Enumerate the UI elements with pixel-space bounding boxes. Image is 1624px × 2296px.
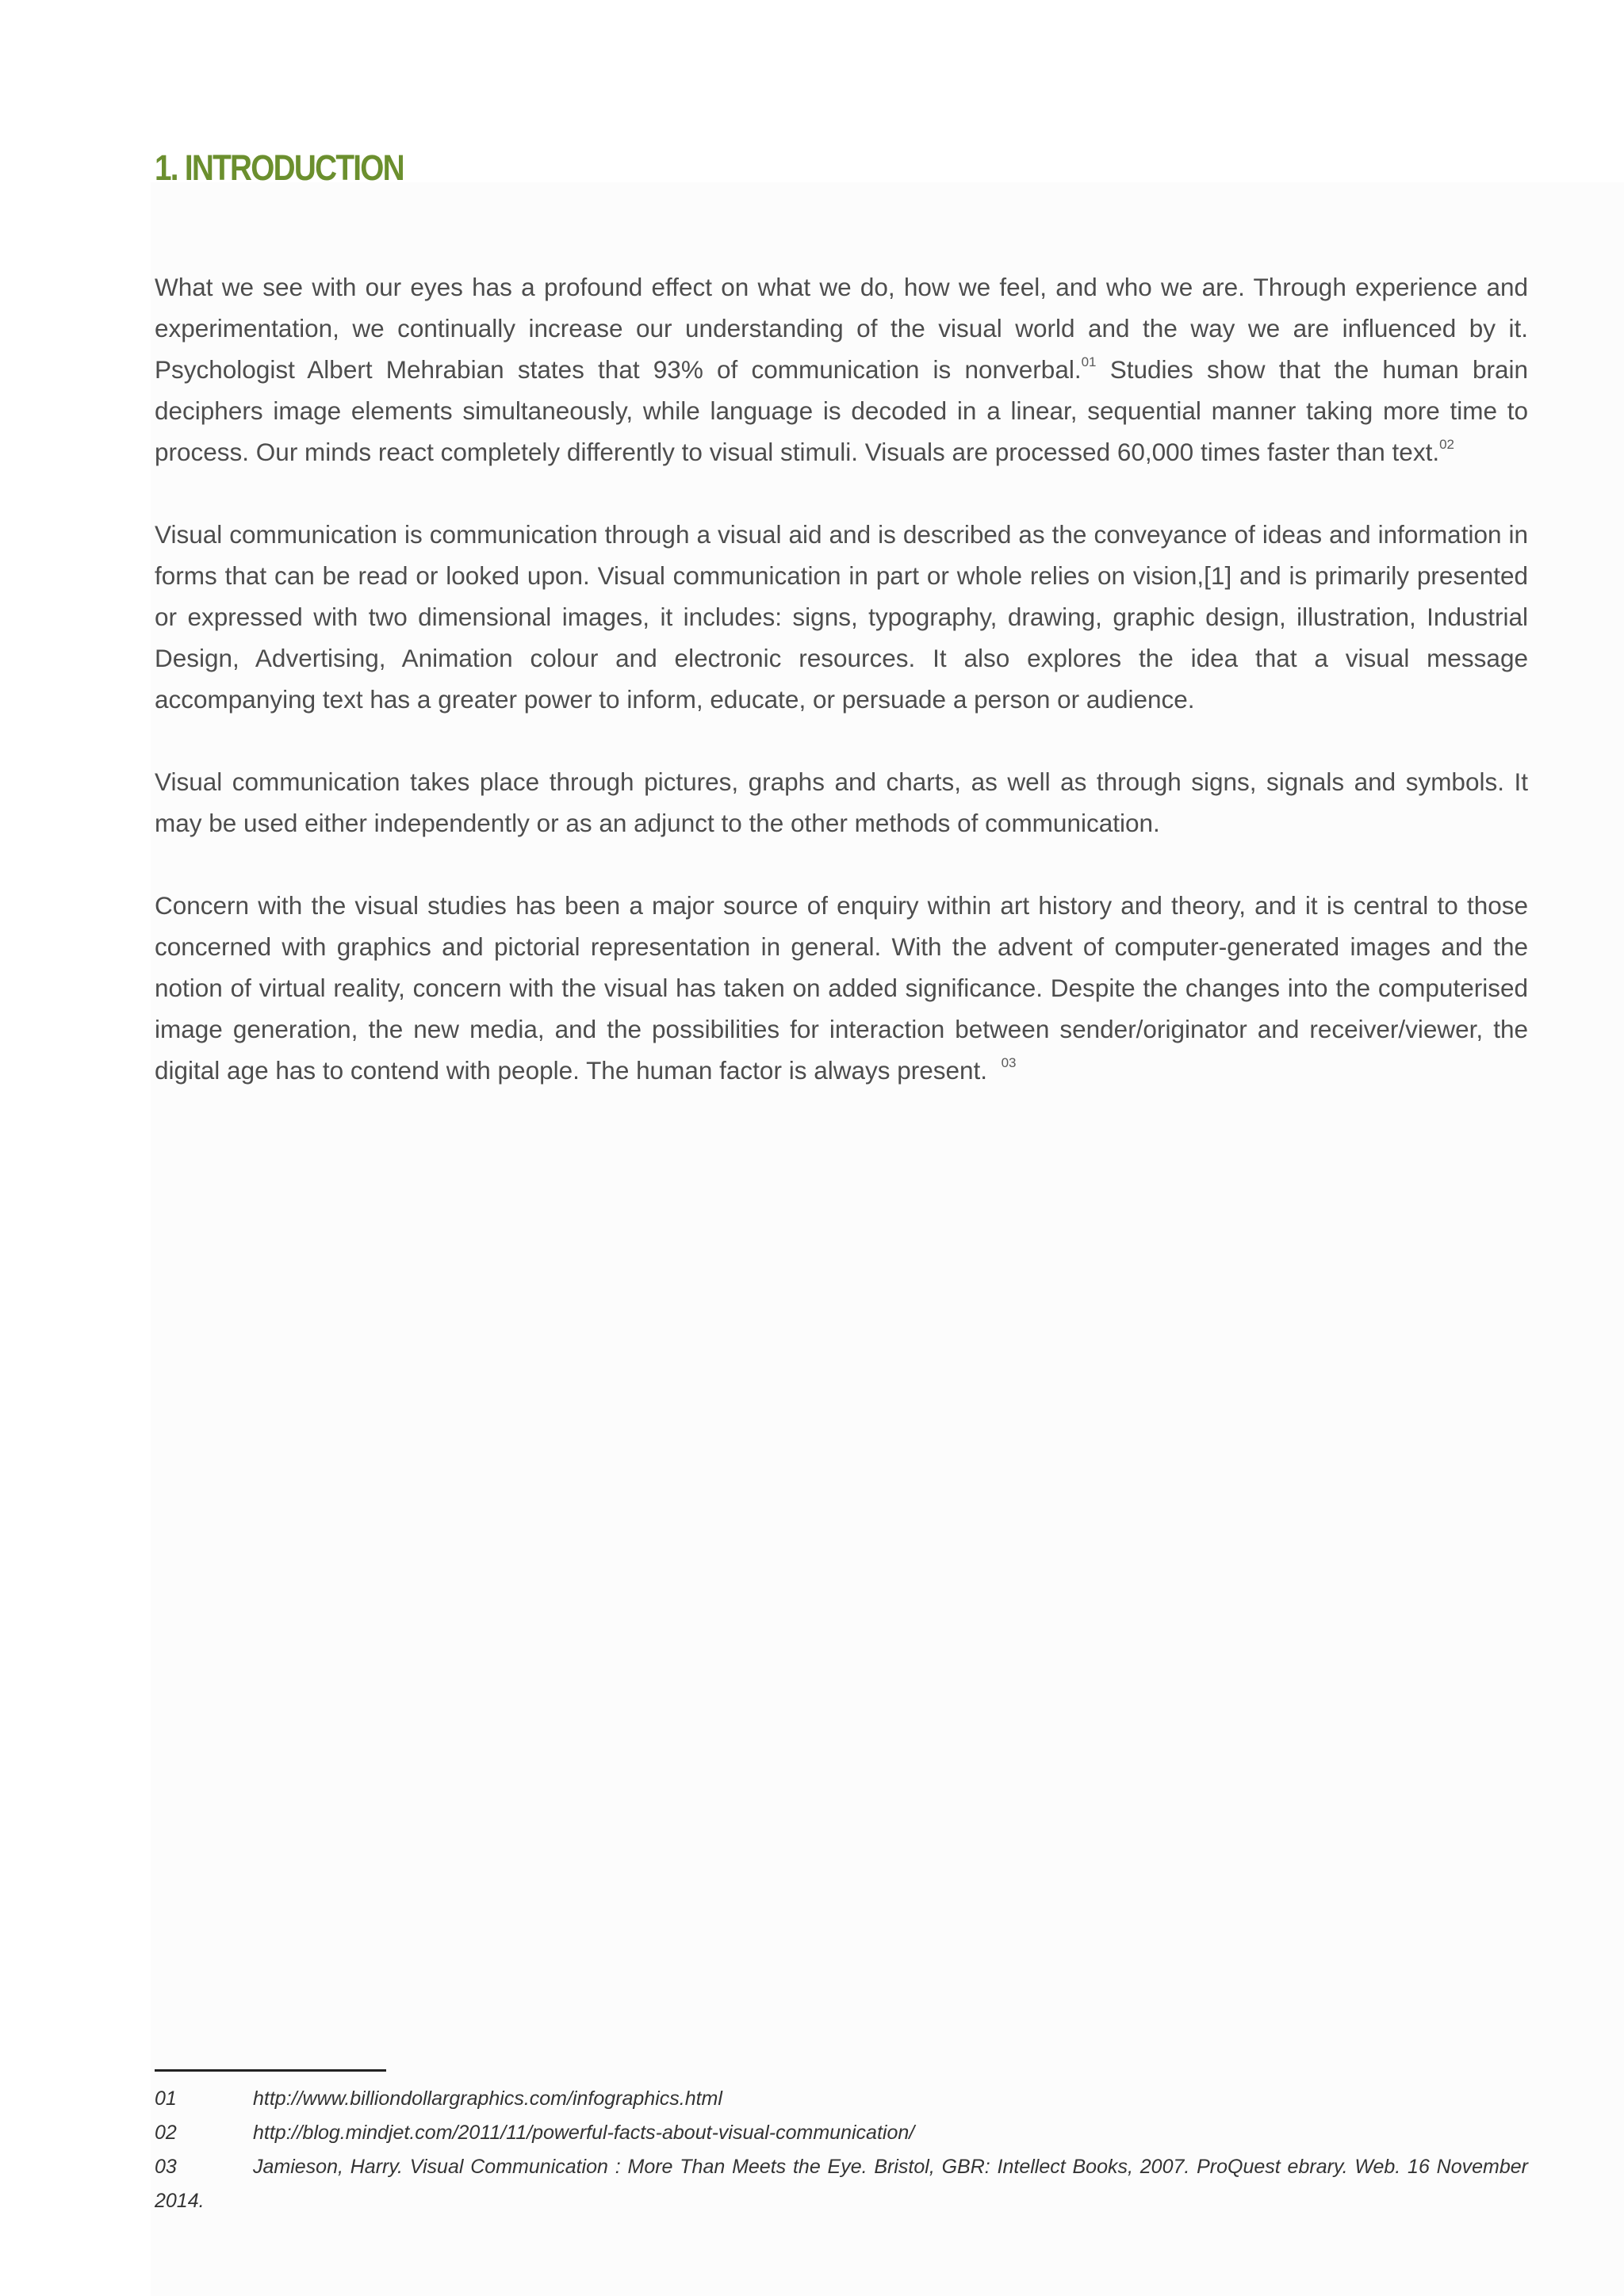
paragraph-1 bbox=[155, 266, 1528, 473]
footnotes bbox=[155, 2082, 1528, 2218]
footnote-ref-02: 02 bbox=[1439, 437, 1454, 452]
footnote-03 bbox=[155, 2150, 1528, 2218]
body-text bbox=[155, 266, 1528, 1132]
footnote-02 bbox=[155, 2116, 1528, 2150]
footnote-ref-01: 01 bbox=[1081, 354, 1097, 369]
paragraph-2: Visual communication is communication through a visual aid and is described as the conveyance of ideas and information in forms that can be read or looked upon. Visual communication in part or whole relies on vision,[1] and is primarily presented or expressed with two dimensional images, it includes: signs, typography, drawing, graphic design, illustration, Industrial Design, Advertising, Animation colour and electronic resources. It also explores the idea that a visual message accompanying text has a greater power to inform, educate, or persuade a person or audience. bbox=[155, 520, 1528, 714]
paragraph-3: Visual communication takes place through pictures, graphs and charts, as well as through signs, signals and symbols. It may be used either independently or as an adjunct to the other methods of communication. bbox=[155, 767, 1528, 837]
footnote-separator bbox=[155, 2069, 386, 2072]
footnote-link[interactable]: http://www.billiondollargraphics.com/infographics.html bbox=[253, 2087, 722, 2110]
footnote-number: 03 bbox=[155, 2156, 177, 2178]
paragraph-1-part-b: Studies show that the human brain deciphers image elements simultaneously, while language is decoded in a linear, sequential manner taking more time to process. Our minds react completely differently to visual stimuli. Visuals are processed 60,000 times faster than text. bbox=[155, 355, 1528, 466]
footnote-citation: Jamieson, Harry. Visual Communication : More Than Meets the Eye. Bristol, GBR: Intellect Books, 2007. ProQuest ebrary. Web. 16 November 2014. bbox=[155, 2156, 1528, 2212]
section-heading: 1. INTRODUCTION bbox=[155, 147, 404, 188]
paragraph-4 bbox=[155, 885, 1528, 1091]
footnote-number: 01 bbox=[155, 2087, 177, 2110]
paragraph-1-part-a: What we see with our eyes has a profound effect on what we do, how we feel, and who we are. Through experience and experimentation, we continually increase our understanding of the visual world and the way we are influenced by it. Psychologist Albert Mehrabian states that 93% of communication is nonverbal. bbox=[155, 273, 1528, 384]
footnote-01 bbox=[155, 2082, 1528, 2116]
footnote-number: 02 bbox=[155, 2122, 177, 2144]
footnote-link[interactable]: http://blog.mindjet.com/2011/11/powerful-facts-about-visual-communication/ bbox=[253, 2122, 915, 2144]
footnote-ref-03: 03 bbox=[1001, 1055, 1017, 1070]
paragraph-4-text: Concern with the visual studies has been a major source of enquiry within art history and theory, and it is central to those concerned with graphics and pictorial representation in general. With the advent of computer-generated images and the notion of virtual reality, concern with the visual has taken on added significance. Despite the changes into the computerised image generation, the new media, and the possibilities for interaction between sender/originator and receiver/viewer, the digital age has to contend with people. The human factor is always present. bbox=[155, 891, 1528, 1085]
